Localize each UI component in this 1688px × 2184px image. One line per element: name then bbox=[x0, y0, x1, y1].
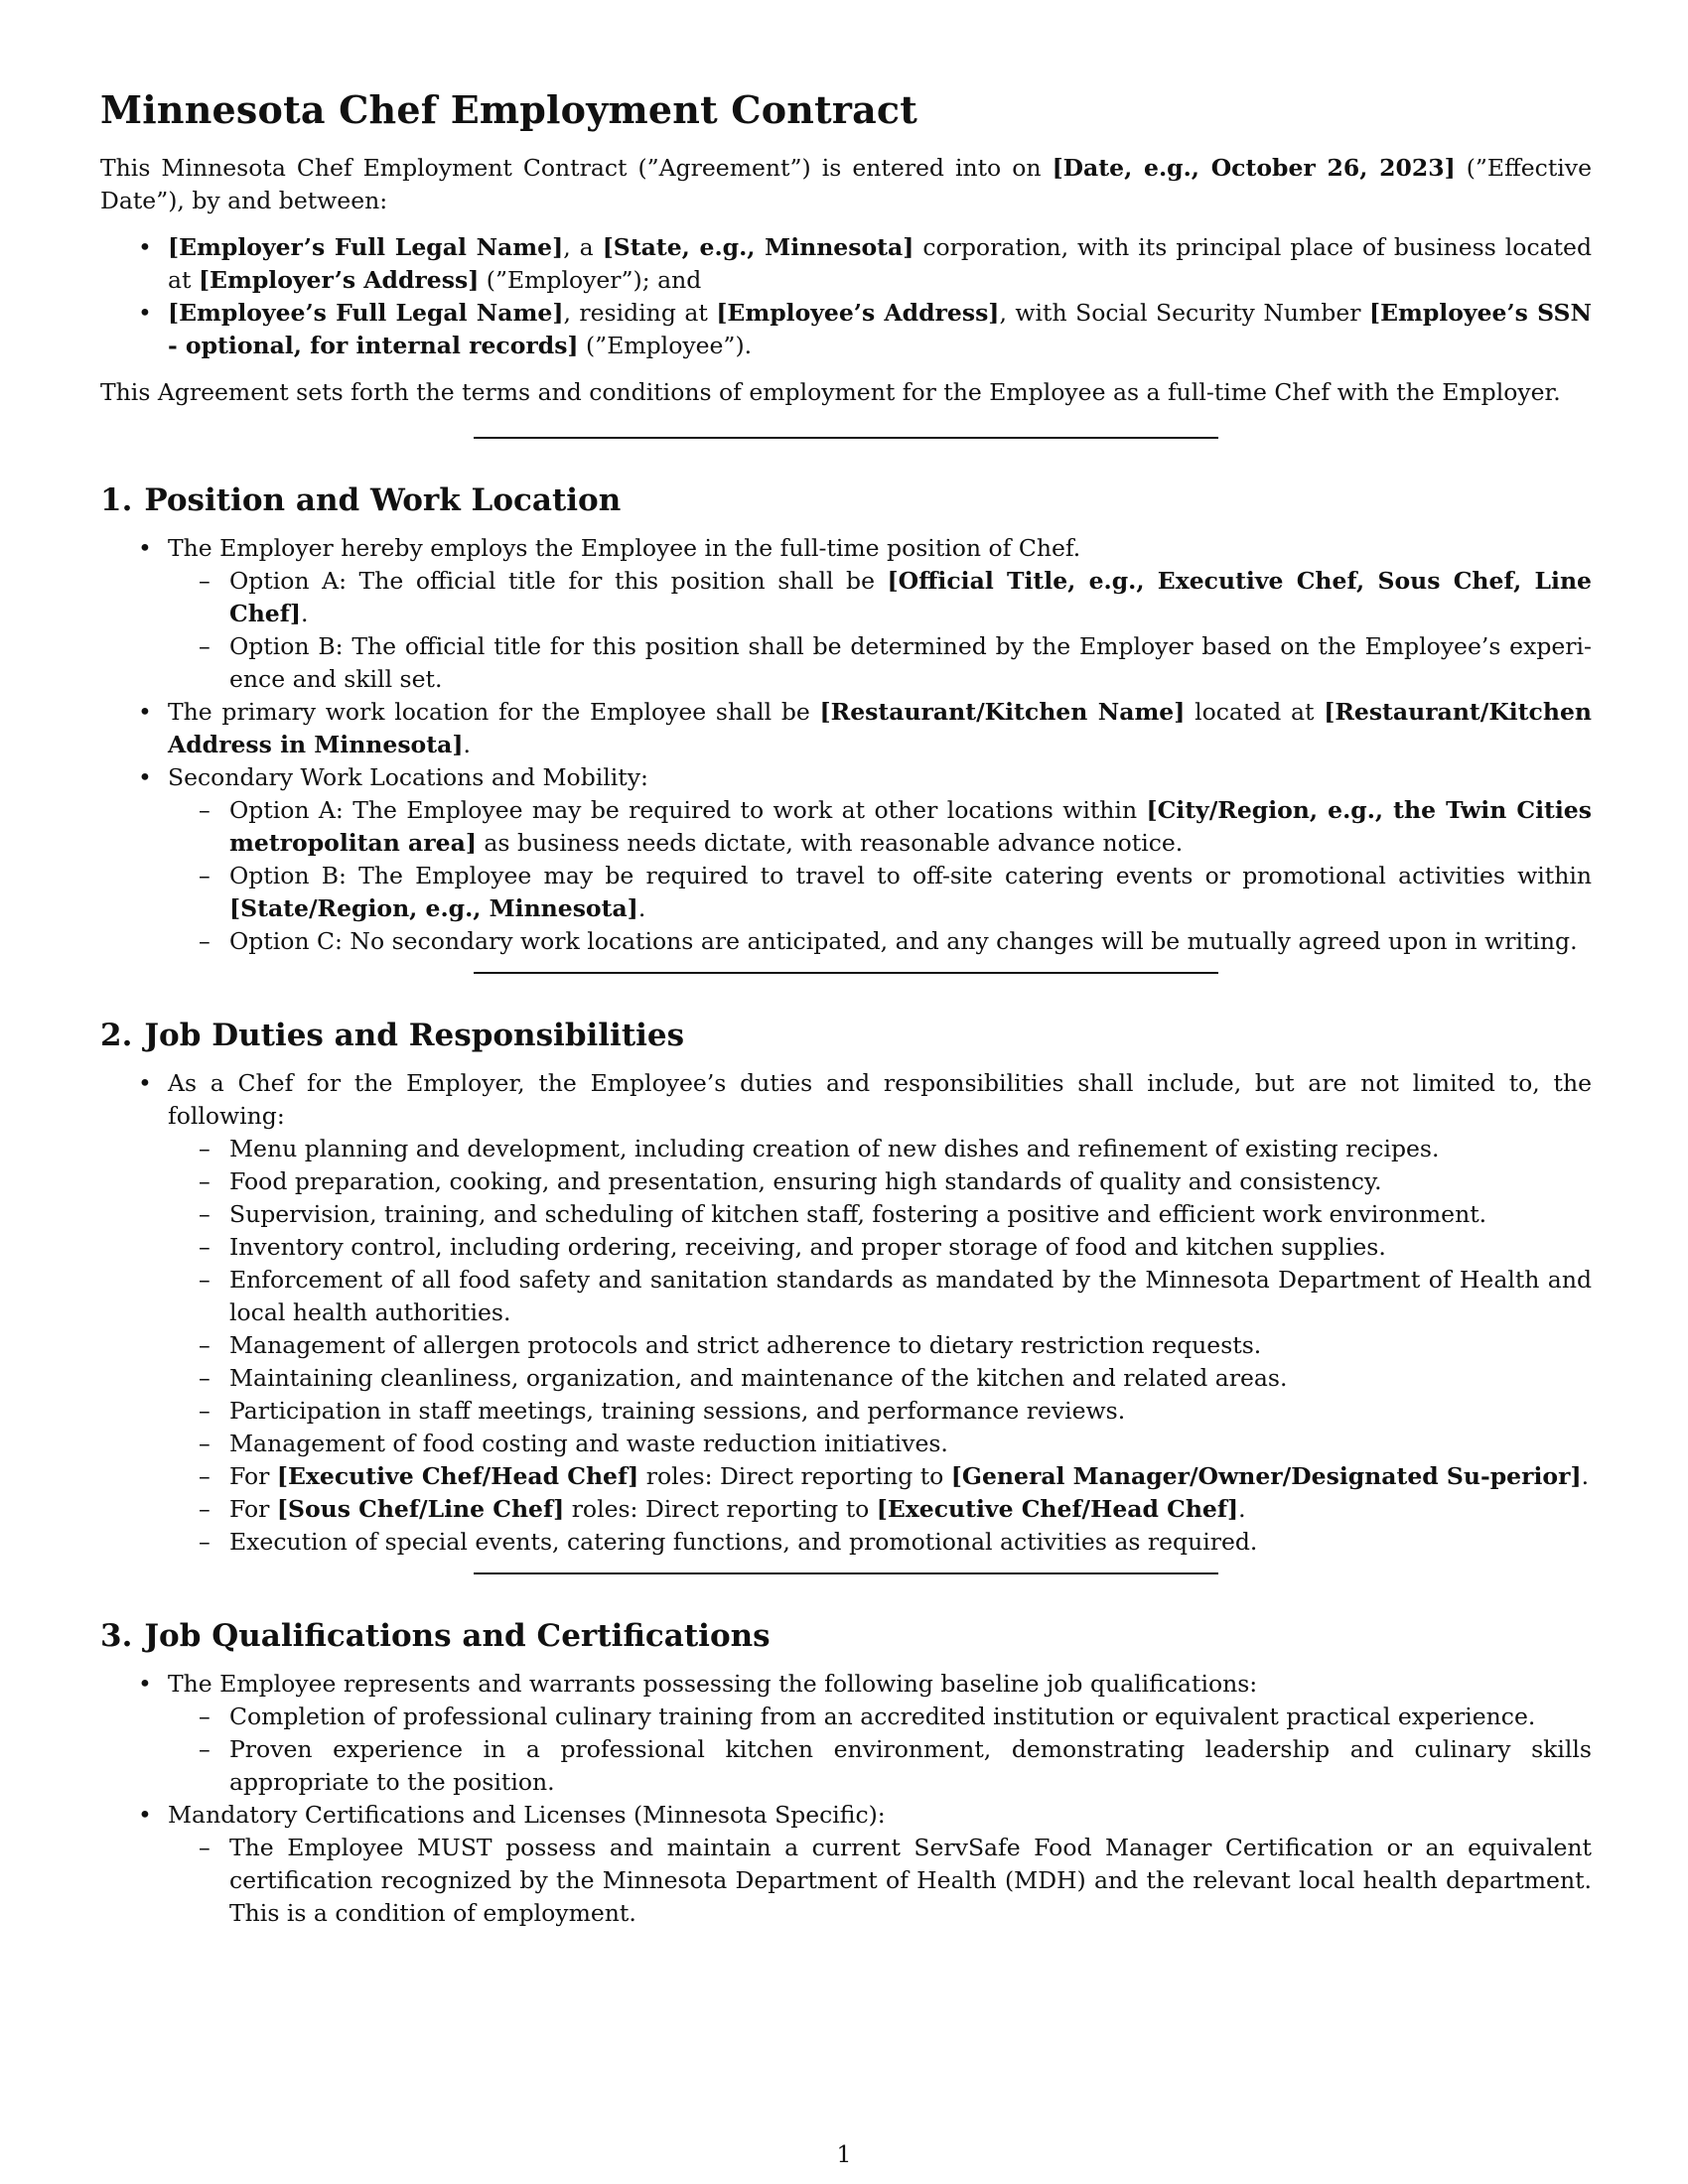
intro-paragraph bbox=[100, 152, 1592, 217]
location-option-a-text: Option A: The Employee may be required to work at other locations within bbox=[229, 796, 1147, 824]
employee-text-1: , residing at bbox=[563, 299, 717, 327]
qualifications-list bbox=[168, 1701, 1592, 1799]
section-2-number: 2. bbox=[100, 1018, 133, 1053]
duty-item: – Management of food costing and waste reduction initiatives. bbox=[168, 1428, 1592, 1460]
title-options-list bbox=[168, 565, 1592, 696]
location-option-c: – Option C: No secondary work locations are anticipated, and any changes will be mutually agreed upon in writing. bbox=[168, 925, 1592, 958]
head-chef-field: [Executive Chef/Head Chef] bbox=[876, 1495, 1239, 1523]
section-2-list bbox=[100, 1067, 1592, 1559]
location-option-a-end: as business needs dictate, with reasonable advance notice. bbox=[476, 829, 1184, 857]
section-divider bbox=[474, 1572, 1218, 1574]
duty-item-executive-reporting bbox=[168, 1460, 1592, 1493]
employee-text-2: , with Social Security Number bbox=[999, 299, 1369, 327]
effective-date-field: [Date, e.g., October 26, 2023] bbox=[1052, 154, 1456, 182]
duties-intro-text: As a Chef for the Employer, the Employee’s duties and responsibilities shall include, but are not limited to, the following: bbox=[168, 1069, 1592, 1130]
section-2-heading bbox=[100, 1018, 1592, 1053]
duty-item: – Management of allergen protocols and strict adherence to dietary restriction requests. bbox=[168, 1329, 1592, 1362]
sous-text-1: For bbox=[229, 1495, 277, 1523]
employer-name-field: [Employer’s Full Legal Name] bbox=[168, 233, 564, 261]
certification-item: – The Employee MUST possess and maintain a current ServSafe Food Manager Certification or an equivalent certification recognized by the Minnesota Department of Health (MDH) and the relevant local health department. This is a condition of employment. bbox=[168, 1832, 1592, 1930]
duty-item: – Enforcement of all food safety and sanitation standards as mandated by the Minnesota Department of Health and local health authorities. bbox=[168, 1264, 1592, 1329]
location-option-b-text: Option B: The Employee may be required to travel to off-site catering events or promotional activities within bbox=[229, 862, 1592, 889]
executive-chef-field: [Executive Chef/Head Chef] bbox=[276, 1462, 639, 1490]
employer-address-field: [Employer’s Address] bbox=[198, 266, 480, 294]
certifications-text: Mandatory Certifications and Licenses (Minnesota Specific): bbox=[168, 1801, 886, 1829]
sous-text-3: . bbox=[1238, 1495, 1246, 1523]
section-divider bbox=[474, 437, 1218, 439]
duty-item: – Participation in staff meetings, training sessions, and performance reviews. bbox=[168, 1395, 1592, 1428]
duties-item bbox=[100, 1067, 1592, 1559]
section-3-number: 3. bbox=[100, 1618, 133, 1654]
title-option-a bbox=[168, 565, 1592, 630]
work-location-text: The primary work location for the Employee shall be bbox=[168, 698, 820, 726]
section-3-list bbox=[100, 1668, 1592, 1930]
duty-item: – Maintaining cleanliness, organization, and maintenance of the kitchen and related areas. bbox=[168, 1362, 1592, 1395]
certifications-list bbox=[168, 1832, 1592, 1930]
agreement-summary: This Agreement sets forth the terms and conditions of employment for the Employee as a full-time Chef with the Employer. bbox=[100, 378, 1561, 406]
certifications-item bbox=[100, 1799, 1592, 1930]
position-text: The Employer hereby employs the Employee in the full-time position of Chef. bbox=[168, 534, 1081, 562]
section-1-number: 1. bbox=[100, 482, 133, 518]
employee-name-field: [Employee’s Full Legal Name] bbox=[168, 299, 564, 327]
employee-text-3: (”Employee”). bbox=[578, 332, 753, 359]
exec-text-3: . bbox=[1581, 1462, 1590, 1490]
location-options-list bbox=[168, 794, 1592, 958]
qualification-item: – Completion of professional culinary training from an accredited institution or equivalent practical experience. bbox=[168, 1701, 1592, 1733]
work-location-mid: located at bbox=[1185, 698, 1325, 726]
official-title-field: [Official Title, e.g., Executive Chef, Sous Chef, Line Chef] bbox=[229, 567, 1593, 627]
title-option-a-end: . bbox=[300, 600, 309, 627]
general-manager-field: [General Manager/Owner/Designated Su-perior] bbox=[950, 1462, 1582, 1490]
section-1-title: Position and Work Location bbox=[144, 482, 622, 518]
duty-item: – Execution of special events, catering functions, and promotional activities as required. bbox=[168, 1526, 1592, 1559]
employer-party-item bbox=[100, 231, 1592, 297]
employer-text-3: (”Employer”); and bbox=[479, 266, 702, 294]
exec-text-2: roles: Direct reporting to bbox=[638, 1462, 951, 1490]
work-location-end: . bbox=[463, 731, 471, 758]
employee-address-field: [Employee’s Address] bbox=[716, 299, 1000, 327]
title-option-a-text: Option A: The official title for this position shall be bbox=[229, 567, 888, 595]
employer-text-1: , a bbox=[563, 233, 603, 261]
location-option-b bbox=[168, 860, 1592, 925]
section-1-heading bbox=[100, 482, 1592, 518]
title-option-b: – Option B: The official title for this position shall be determined by the Employer based on the Employee’s experi-ence and skill set. bbox=[168, 630, 1592, 696]
duty-item: – Supervision, training, and scheduling of kitchen staff, fostering a positive and efficient work environment. bbox=[168, 1198, 1592, 1231]
employee-party-item bbox=[100, 297, 1592, 362]
section-1-list bbox=[100, 532, 1592, 958]
document-page bbox=[100, 87, 1592, 1930]
intro-text-2: (”Effective Date”), by and between: bbox=[100, 154, 1592, 214]
city-region-field: [City/Region, e.g., the Twin Cities metropolitan area] bbox=[229, 796, 1592, 857]
work-location-item bbox=[100, 696, 1592, 761]
intro-text-1: This Minnesota Chef Employment Contract (”Agreement”) is entered into on bbox=[100, 154, 1053, 182]
qualification-item: – Proven experience in a professional kitchen environment, demonstrating leadership and culinary skills appropriate to the position. bbox=[168, 1733, 1592, 1799]
parties-list bbox=[100, 231, 1592, 362]
document-title: Minnesota Chef Employment Contract bbox=[100, 87, 918, 132]
location-option-b-end: . bbox=[637, 894, 646, 922]
qualifications-text: The Employee represents and warrants possessing the following baseline job qualifications: bbox=[168, 1670, 1258, 1698]
location-option-a bbox=[168, 794, 1592, 860]
duty-item-sous-reporting bbox=[168, 1493, 1592, 1526]
duties-list bbox=[168, 1133, 1592, 1559]
sous-chef-field: [Sous Chef/Line Chef] bbox=[276, 1495, 565, 1523]
duty-item: – Inventory control, including ordering, receiving, and proper storage of food and kitchen supplies. bbox=[168, 1231, 1592, 1264]
page-number: 1 bbox=[836, 2140, 852, 2168]
sous-text-2: roles: Direct reporting to bbox=[564, 1495, 877, 1523]
employee-ssn-field: [Employee’s SSN - optional, for internal records] bbox=[168, 299, 1592, 359]
state-region-field: [State/Region, e.g., Minnesota] bbox=[229, 894, 638, 922]
duty-item: – Food preparation, cooking, and presentation, ensuring high standards of quality and consistency. bbox=[168, 1165, 1592, 1198]
employer-text-2: corporation, with its principal place of business located at bbox=[168, 233, 1593, 294]
restaurant-name-field: [Restaurant/Kitchen Name] bbox=[819, 698, 1186, 726]
restaurant-address-field: [Restaurant/Kitchen Address in Minnesota] bbox=[168, 698, 1592, 758]
duty-item: – Menu planning and development, including creation of new dishes and refinement of existing recipes. bbox=[168, 1133, 1592, 1165]
secondary-locations-text: Secondary Work Locations and Mobility: bbox=[168, 763, 648, 791]
secondary-locations-item bbox=[100, 761, 1592, 958]
section-3-title: Job Qualifications and Certifications bbox=[144, 1618, 771, 1654]
section-3-heading bbox=[100, 1618, 1592, 1654]
exec-text-1: For bbox=[229, 1462, 277, 1490]
position-item bbox=[100, 532, 1592, 696]
section-2-title: Job Duties and Responsibilities bbox=[144, 1018, 685, 1053]
qualifications-item bbox=[100, 1668, 1592, 1799]
employer-state-field: [State, e.g., Minnesota] bbox=[602, 233, 914, 261]
section-divider bbox=[474, 972, 1218, 974]
